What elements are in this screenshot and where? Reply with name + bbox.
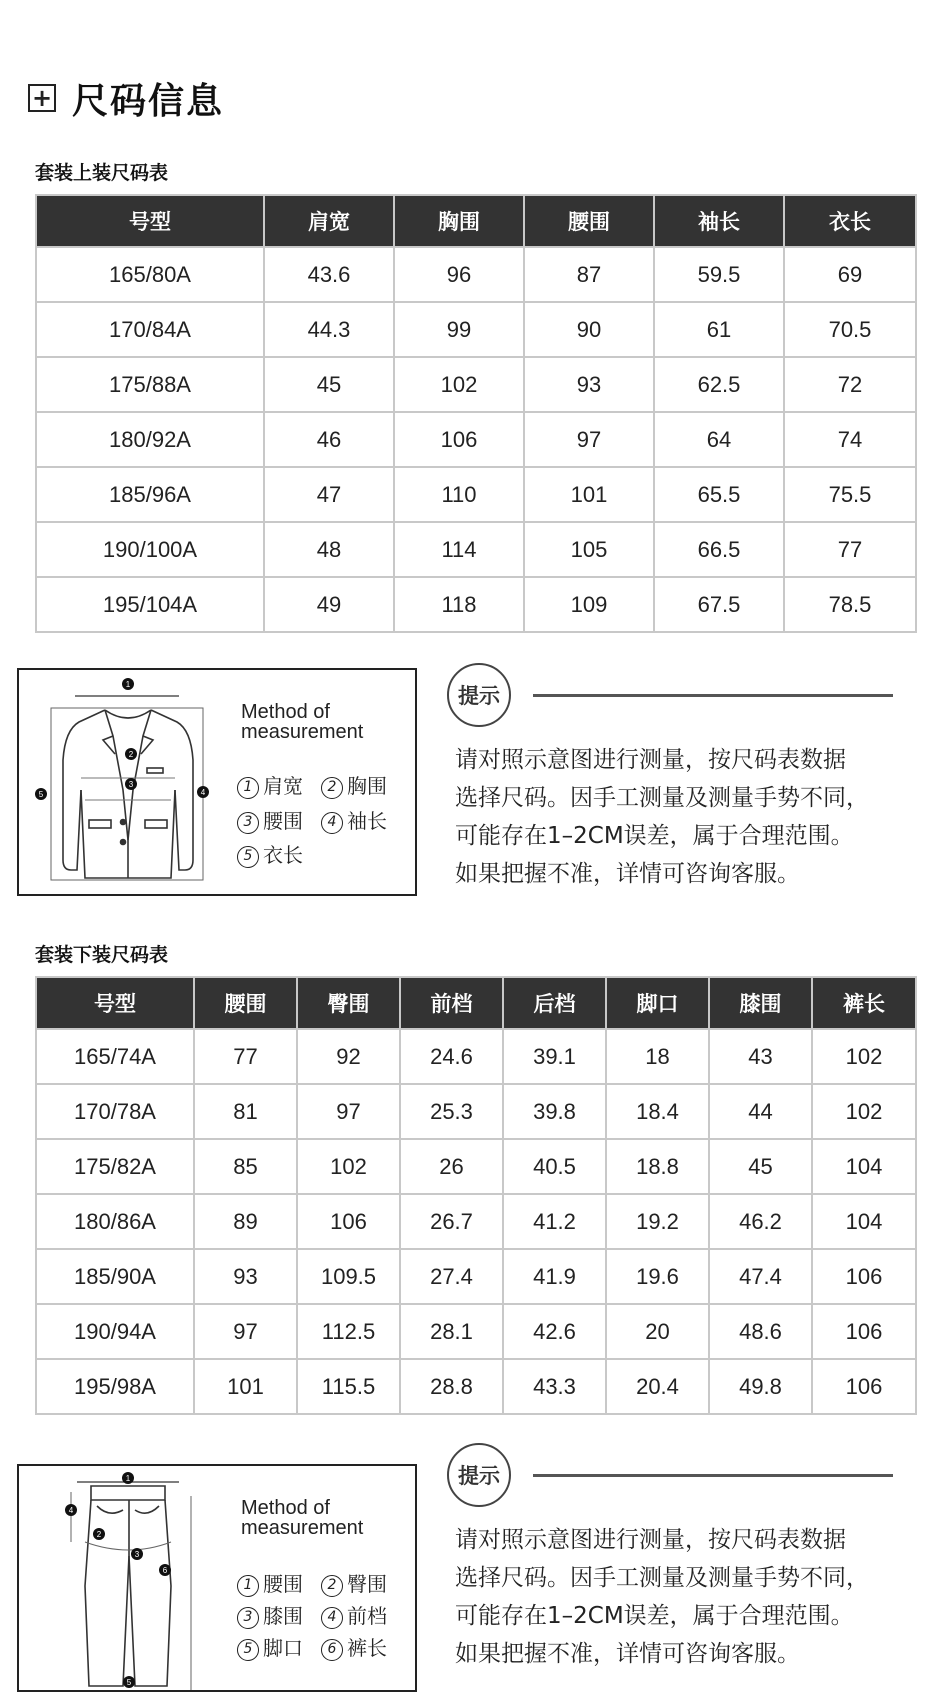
table-row — [36, 1249, 916, 1304]
table-cell: 70.5 — [784, 302, 916, 357]
legend-row — [237, 1568, 387, 1597]
column-header: 裤长 — [812, 977, 916, 1029]
table-cell: 20.4 — [606, 1359, 709, 1414]
table-cell: 61 — [654, 302, 784, 357]
tip-line: 如果把握不准，详情可咨询客服。 — [455, 1641, 800, 1667]
table-cell: 67.5 — [654, 577, 784, 632]
table-cell: 28.1 — [400, 1304, 503, 1359]
column-header: 号型 — [36, 195, 264, 247]
top-table-title: 套装上装尺码表 — [35, 162, 169, 184]
column-header: 腰围 — [194, 977, 297, 1029]
legend-number: 1 — [237, 777, 259, 799]
table-cell: 97 — [194, 1304, 297, 1359]
table-cell: 102 — [394, 357, 524, 412]
table-row — [36, 1139, 916, 1194]
column-header: 后档 — [503, 977, 606, 1029]
table-cell: 102 — [812, 1029, 916, 1084]
legend-row — [237, 1632, 387, 1661]
svg-text:1: 1 — [125, 1474, 131, 1483]
table-cell: 19.2 — [606, 1194, 709, 1249]
table-cell: 81 — [194, 1084, 297, 1139]
table-row — [36, 577, 916, 632]
legend-label: 腰围 — [263, 1572, 303, 1596]
table-cell: 45 — [264, 357, 394, 412]
svg-text:4: 4 — [68, 1506, 74, 1515]
size-code-cell: 185/96A — [36, 467, 264, 522]
size-code-cell: 195/98A — [36, 1359, 194, 1414]
table-cell: 19.6 — [606, 1249, 709, 1304]
size-code-cell: 195/104A — [36, 577, 264, 632]
table-cell: 18.4 — [606, 1084, 709, 1139]
legend-row — [237, 1600, 387, 1629]
table-cell: 112.5 — [297, 1304, 400, 1359]
table-cell: 20 — [606, 1304, 709, 1359]
size-code-cell: 175/88A — [36, 357, 264, 412]
column-header: 袖长 — [654, 195, 784, 247]
svg-text:2: 2 — [128, 750, 134, 759]
legend-label: 脚口 — [263, 1636, 303, 1660]
table-cell: 78.5 — [784, 577, 916, 632]
table-cell: 59.5 — [654, 247, 784, 302]
legend-label: 肩宽 — [263, 774, 303, 798]
column-header: 肩宽 — [264, 195, 394, 247]
table-cell: 104 — [812, 1194, 916, 1249]
table-cell: 40.5 — [503, 1139, 606, 1194]
table-cell: 69 — [784, 247, 916, 302]
table-row — [36, 357, 916, 412]
size-code-cell: 180/86A — [36, 1194, 194, 1249]
table-cell: 43.6 — [264, 247, 394, 302]
table-cell: 104 — [812, 1139, 916, 1194]
table-row — [36, 1194, 916, 1249]
table-cell: 90 — [524, 302, 654, 357]
table-cell: 110 — [394, 467, 524, 522]
plus-icon: + — [28, 84, 56, 112]
table-cell: 72 — [784, 357, 916, 412]
table-cell: 93 — [194, 1249, 297, 1304]
table-cell: 45 — [709, 1139, 812, 1194]
table-cell: 109.5 — [297, 1249, 400, 1304]
size-code-cell: 175/82A — [36, 1139, 194, 1194]
table-cell: 106 — [394, 412, 524, 467]
table-cell: 27.4 — [400, 1249, 503, 1304]
table-cell: 48.6 — [709, 1304, 812, 1359]
table-row — [36, 1304, 916, 1359]
legend-item — [321, 1600, 387, 1629]
table-cell: 93 — [524, 357, 654, 412]
column-header: 衣长 — [784, 195, 916, 247]
size-code-cell: 185/90A — [36, 1249, 194, 1304]
size-code-cell: 165/80A — [36, 247, 264, 302]
table-header-row — [36, 195, 916, 247]
svg-text:5: 5 — [38, 790, 44, 799]
size-code-cell: 170/84A — [36, 302, 264, 357]
legend-item — [321, 805, 387, 834]
table-cell: 49.8 — [709, 1359, 812, 1414]
table-cell: 41.9 — [503, 1249, 606, 1304]
table-cell: 43 — [709, 1029, 812, 1084]
table-cell: 39.1 — [503, 1029, 606, 1084]
table-cell: 26.7 — [400, 1194, 503, 1249]
column-header: 号型 — [36, 977, 194, 1029]
top-tip — [447, 663, 917, 893]
table-cell: 42.6 — [503, 1304, 606, 1359]
table-cell: 101 — [194, 1359, 297, 1414]
table-cell: 106 — [297, 1194, 400, 1249]
legend-item — [237, 1600, 303, 1629]
legend-label: 衣长 — [263, 843, 303, 867]
legend-number: 2 — [321, 1575, 343, 1597]
legend-item — [237, 1632, 303, 1661]
trousers-measurement-diagram — [17, 1464, 417, 1692]
table-cell: 102 — [297, 1139, 400, 1194]
method-title-line1: Method of — [241, 1497, 330, 1519]
legend-label: 胸围 — [347, 774, 387, 798]
table-cell: 96 — [394, 247, 524, 302]
table-cell: 75.5 — [784, 467, 916, 522]
table-header-row — [36, 977, 916, 1029]
table-cell: 47.4 — [709, 1249, 812, 1304]
table-row — [36, 302, 916, 357]
table-cell: 41.2 — [503, 1194, 606, 1249]
table-cell: 89 — [194, 1194, 297, 1249]
table-cell: 99 — [394, 302, 524, 357]
tip-line: 选择尺码。因手工测量及测量手势不同， — [455, 785, 869, 811]
legend-label: 臀围 — [347, 1572, 387, 1596]
size-code-cell: 165/74A — [36, 1029, 194, 1084]
table-cell: 97 — [297, 1084, 400, 1139]
legend-row — [237, 770, 387, 799]
legend-item — [321, 770, 387, 799]
size-code-cell: 190/94A — [36, 1304, 194, 1359]
svg-text:3: 3 — [134, 1550, 140, 1559]
legend-row — [237, 839, 303, 868]
legend-row — [237, 805, 387, 834]
table-cell: 26 — [400, 1139, 503, 1194]
bottom-table-title: 套装下装尺码表 — [35, 944, 169, 966]
jacket-measurement-diagram — [17, 668, 417, 896]
legend-number: 4 — [321, 812, 343, 834]
tip-text — [455, 1521, 925, 1673]
tip-line: 选择尺码。因手工测量及测量手势不同， — [455, 1565, 869, 1591]
tip-line: 可能存在1–2CM误差，属于合理范围。 — [455, 1603, 854, 1629]
legend-item — [237, 1568, 303, 1597]
divider — [533, 694, 893, 697]
method-title — [241, 1498, 363, 1538]
legend-item — [321, 1632, 387, 1661]
table-cell: 106 — [812, 1304, 916, 1359]
table-row — [36, 247, 916, 302]
svg-text:2: 2 — [96, 1530, 102, 1539]
svg-text:5: 5 — [126, 1678, 132, 1687]
table-row — [36, 412, 916, 467]
column-header: 胸围 — [394, 195, 524, 247]
legend-number: 1 — [237, 1575, 259, 1597]
table-cell: 87 — [524, 247, 654, 302]
table-cell: 18.8 — [606, 1139, 709, 1194]
table-cell: 106 — [812, 1359, 916, 1414]
table-cell: 106 — [812, 1249, 916, 1304]
tip-line: 可能存在1–2CM误差，属于合理范围。 — [455, 823, 854, 849]
method-title — [241, 702, 363, 742]
tip-line: 请对照示意图进行测量，按尺码表数据 — [455, 1527, 846, 1553]
table-row — [36, 1029, 916, 1084]
legend-number: 2 — [321, 777, 343, 799]
legend-label: 袖长 — [347, 809, 387, 833]
table-cell: 46.2 — [709, 1194, 812, 1249]
table-cell: 44.3 — [264, 302, 394, 357]
page-title: 尺码信息 — [72, 80, 225, 122]
table-cell: 97 — [524, 412, 654, 467]
legend-number: 3 — [237, 812, 259, 834]
legend-item — [321, 1568, 387, 1597]
table-cell: 77 — [194, 1029, 297, 1084]
table-row — [36, 522, 916, 577]
tip-badge: 提示 — [447, 663, 511, 727]
top-size-table — [35, 194, 917, 633]
table-cell: 101 — [524, 467, 654, 522]
size-code-cell: 180/92A — [36, 412, 264, 467]
bottom-size-table — [35, 976, 917, 1415]
legend-item — [237, 839, 303, 868]
table-cell: 62.5 — [654, 357, 784, 412]
table-cell: 64 — [654, 412, 784, 467]
table-row — [36, 1359, 916, 1414]
section-header — [28, 78, 225, 122]
table-cell: 25.3 — [400, 1084, 503, 1139]
svg-text:3: 3 — [128, 780, 134, 789]
legend-label: 前档 — [347, 1604, 387, 1628]
legend-label: 膝围 — [263, 1604, 303, 1628]
tip-line: 如果把握不准，详情可咨询客服。 — [455, 861, 800, 887]
table-cell: 118 — [394, 577, 524, 632]
svg-text:1: 1 — [125, 680, 131, 689]
table-cell: 92 — [297, 1029, 400, 1084]
table-cell: 46 — [264, 412, 394, 467]
table-cell: 65.5 — [654, 467, 784, 522]
table-cell: 66.5 — [654, 522, 784, 577]
table-cell: 24.6 — [400, 1029, 503, 1084]
column-header: 脚口 — [606, 977, 709, 1029]
table-cell: 39.8 — [503, 1084, 606, 1139]
svg-text:4: 4 — [200, 788, 206, 797]
legend-number: 3 — [237, 1607, 259, 1629]
table-cell: 43.3 — [503, 1359, 606, 1414]
method-title-line2: measurement — [241, 1517, 364, 1539]
legend-number: 5 — [237, 846, 259, 868]
tip-badge: 提示 — [447, 1443, 511, 1507]
tip-text — [455, 741, 925, 893]
legend-number: 6 — [321, 1639, 343, 1661]
column-header: 膝围 — [709, 977, 812, 1029]
table-cell: 28.8 — [400, 1359, 503, 1414]
table-row — [36, 1084, 916, 1139]
table-cell: 74 — [784, 412, 916, 467]
method-title-line2: measurement — [241, 721, 364, 743]
svg-text:6: 6 — [162, 1566, 168, 1575]
legend-label: 腰围 — [263, 809, 303, 833]
table-cell: 77 — [784, 522, 916, 577]
divider — [533, 1474, 893, 1477]
column-header: 前档 — [400, 977, 503, 1029]
size-code-cell: 170/78A — [36, 1084, 194, 1139]
legend-number: 4 — [321, 1607, 343, 1629]
column-header: 臀围 — [297, 977, 400, 1029]
table-cell: 102 — [812, 1084, 916, 1139]
table-cell: 48 — [264, 522, 394, 577]
table-cell: 105 — [524, 522, 654, 577]
table-cell: 44 — [709, 1084, 812, 1139]
legend-label: 裤长 — [347, 1636, 387, 1660]
table-cell: 85 — [194, 1139, 297, 1194]
tip-line: 请对照示意图进行测量，按尺码表数据 — [455, 747, 846, 773]
bottom-tip — [447, 1443, 917, 1683]
legend-item — [237, 805, 303, 834]
legend-item — [237, 770, 303, 799]
method-title-line1: Method of — [241, 701, 330, 723]
table-cell: 49 — [264, 577, 394, 632]
table-cell: 114 — [394, 522, 524, 577]
column-header: 腰围 — [524, 195, 654, 247]
table-cell: 115.5 — [297, 1359, 400, 1414]
legend-number: 5 — [237, 1639, 259, 1661]
table-row — [36, 467, 916, 522]
table-cell: 47 — [264, 467, 394, 522]
table-cell: 109 — [524, 577, 654, 632]
table-cell: 18 — [606, 1029, 709, 1084]
size-code-cell: 190/100A — [36, 522, 264, 577]
